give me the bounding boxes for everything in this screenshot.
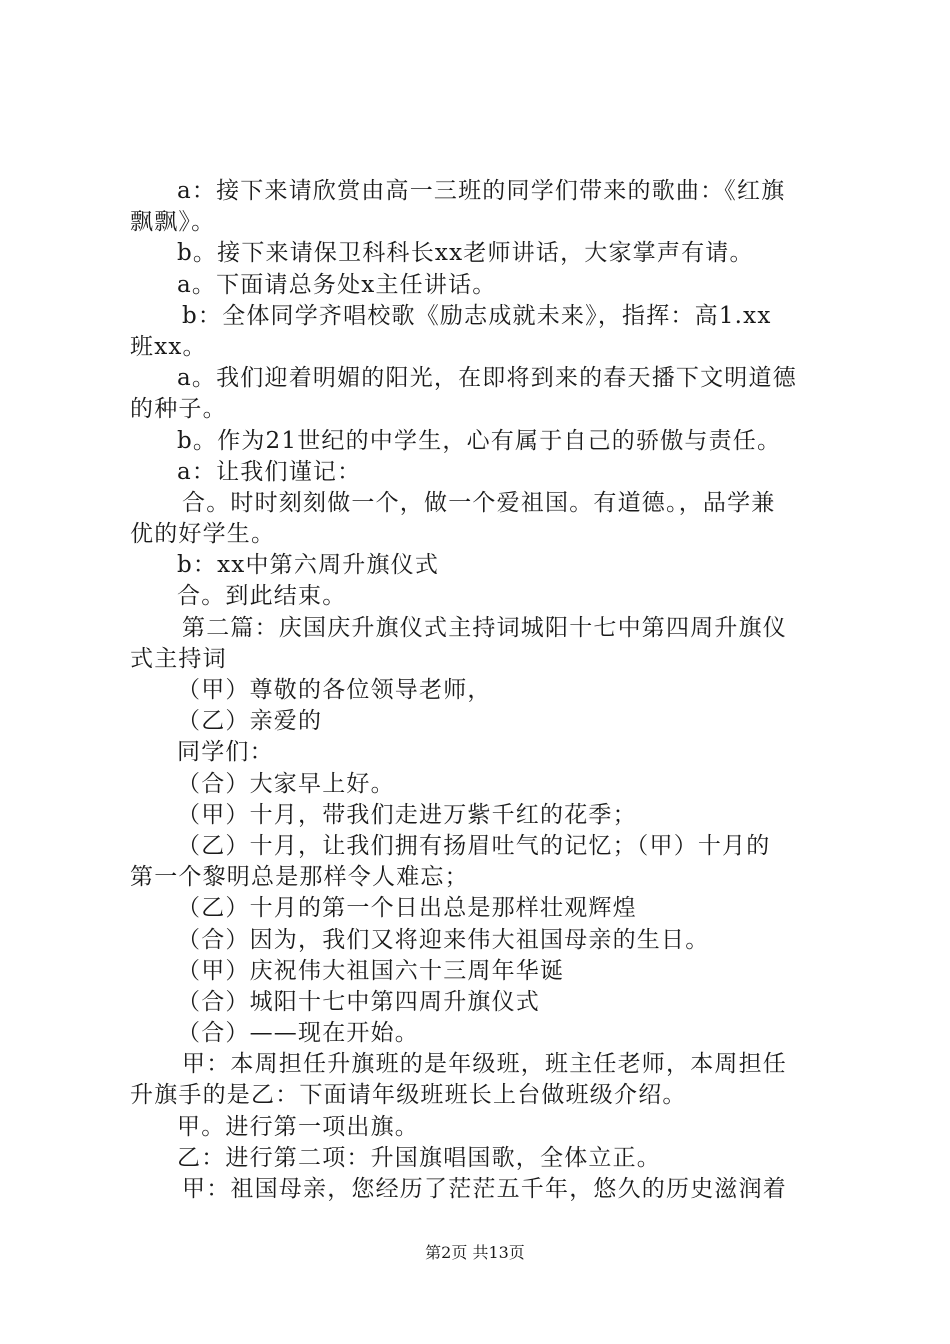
document-body xyxy=(130,176,834,1205)
text-line: （合）因为，我们又将迎来伟大祖国母亲的生日。 xyxy=(177,926,710,953)
text-line: b：xx中第六周升旗仪式 xyxy=(177,552,440,579)
text-line: a：让我们谨记： xyxy=(177,458,362,485)
text-line: b。作为21世纪的中学生，心有属于自己的骄傲与责任。 xyxy=(177,427,782,454)
text-line: a：接下来请欣赏由高一三班的同学们带来的歌曲：《红旗 xyxy=(177,178,786,204)
text-line: 同学们： xyxy=(177,739,274,766)
text-line: （合）——现在开始。 xyxy=(177,1020,419,1047)
text-line: a。我们迎着明媚的阳光，在即将到来的春天播下文明道德 xyxy=(177,365,797,392)
text-line: a。下面请总务处x主任讲话。 xyxy=(177,271,497,298)
text-line: （合）大家早上好。 xyxy=(177,770,395,797)
text-line: 第一个黎明总是那样令人难忘； xyxy=(130,864,469,891)
text-line: 合。时时刻刻做一个，做一个爱祖国。有道德。，品学兼 xyxy=(182,489,776,516)
text-line: b：全体同学齐唱校歌《励志成就未来》，指挥：高1.xx xyxy=(182,302,772,329)
text-line: 的种子。 xyxy=(130,396,227,423)
text-line: 式主持词 xyxy=(130,645,227,672)
text-line: 甲：祖国母亲，您经历了茫茫五千年，悠久的历史滋润着 xyxy=(182,1176,787,1202)
text-line: 班xx。 xyxy=(130,333,207,360)
text-line: （乙）十月的第一个日出总是那样壮观辉煌 xyxy=(177,895,637,922)
text-line: 第二篇：庆国庆升旗仪式主持词城阳十七中第四周升旗仪 xyxy=(182,614,787,641)
text-line: 飘飘》。 xyxy=(130,209,216,236)
text-line: 优的好学生。 xyxy=(130,521,276,548)
text-line: 合。到此结束。 xyxy=(177,583,347,610)
text-line: 甲。进行第一项出旗。 xyxy=(177,1113,419,1140)
text-line: （甲）十月，带我们走进万紫千红的花季； xyxy=(177,801,637,828)
text-line: 乙：进行第二项：升国旗唱国歌，全体立正。 xyxy=(177,1144,661,1171)
text-line: （甲）庆祝伟大祖国六十三周年华诞 xyxy=(177,957,565,984)
text-line: （甲）尊敬的各位领导老师， xyxy=(177,677,492,703)
text-line: b。接下来请保卫科科长xx老师讲话，大家掌声有请。 xyxy=(177,240,754,267)
page-footer: 第2页 共13页 xyxy=(425,1243,525,1262)
text-line: （乙）十月，让我们拥有扬眉吐气的记忆；（甲）十月的 xyxy=(177,832,771,859)
text-line: 升旗手的是乙：下面请年级班班长上台做班级介绍。 xyxy=(130,1082,687,1109)
text-line: （乙）亲爱的 xyxy=(177,708,323,735)
text-line: 甲：本周担任升旗班的是年级班，班主任老师，本周担任 xyxy=(182,1051,787,1078)
text-line: （合）城阳十七中第四周升旗仪式 xyxy=(177,988,540,1015)
